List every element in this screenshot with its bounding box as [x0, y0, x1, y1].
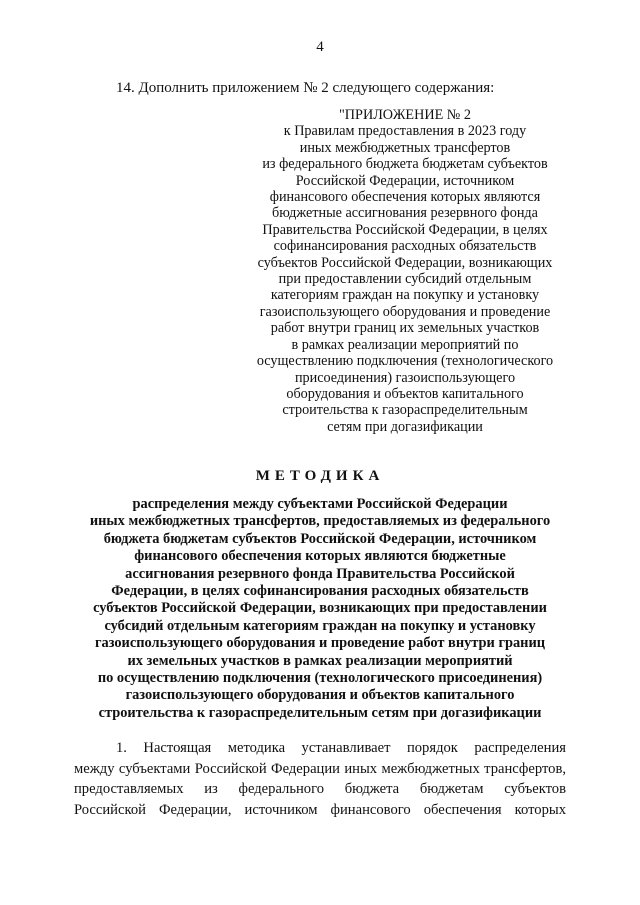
body-line: предоставляемых из федерального бюджета бюджетам субъектов — [74, 781, 566, 797]
appendix-line: иных межбюджетных трансфертов — [299, 139, 511, 156]
appendix-line: сетям при догазификации — [327, 418, 483, 435]
page-number: 4 — [316, 39, 324, 55]
appendix-line: категориям граждан на покупку и установку — [270, 287, 540, 304]
appendix-line: работ внутри границ их земельных участков — [270, 320, 540, 337]
appendix-line: в рамках реализации мероприятий по — [291, 336, 519, 353]
method-subtitle-line: газоиспользующего оборудования и проведение работ внутри границ — [94, 635, 546, 652]
method-subtitle-line: иных межбюджетных трансфертов, предоставляемых из федерального — [89, 513, 551, 530]
method-subtitle-line: ассигнования резервного фонда Правительства Российской — [125, 565, 515, 582]
method-subtitle — [60, 496, 580, 722]
appendix-line: присоединения) газоиспользующего — [294, 369, 516, 386]
method-subtitle-line: финансового обеспечения которых являются бюджетные — [134, 548, 506, 565]
appendix-line: "ПРИЛОЖЕНИЕ № 2 — [339, 107, 471, 123]
appendix-line: финансового обеспечения которых являются — [269, 189, 541, 206]
amendment-paragraph: 14. Дополнить приложением № 2 следующего содержания: — [116, 80, 495, 96]
appendix-line: осуществлению подключения (технологического — [256, 353, 554, 370]
appendix-line: Российской Федерации, источником — [295, 172, 515, 189]
appendix-line: газоиспользующего оборудования и проведение — [259, 303, 551, 320]
body-line: между субъектами Российской Федерации иных межбюджетных трансфертов, — [74, 760, 566, 777]
appendix-line: бюджетные ассигнования резервного фонда — [272, 205, 538, 222]
appendix-line: софинансирования расходных обязательств — [273, 238, 537, 255]
method-subtitle-line: по осуществлению подключения (технологического присоединения) — [97, 670, 543, 687]
body-line: 1. Настоящая методика устанавливает порядок распределения — [116, 740, 566, 756]
method-subtitle-line: строительства к газораспределительным сетям при догазификации — [98, 704, 542, 721]
appendix-line: из федерального бюджета бюджетам субъектов — [262, 156, 548, 173]
method-title: МЕТОДИКА — [255, 468, 385, 484]
appendix-line: оборудования и объектов капитального — [286, 385, 524, 402]
method-subtitle-line: субсидий отдельным категориям граждан на покупку и установку — [104, 617, 536, 634]
method-subtitle-line: их земельных участков в рамках реализации мероприятий — [127, 652, 513, 669]
method-subtitle-line: субъектов Российской Федерации, возникающих при предоставлении — [93, 600, 547, 617]
appendix-line: строительства к газораспределительным — [282, 402, 528, 419]
method-subtitle-line: газоиспользующего оборудования и объектов капитального — [125, 687, 515, 704]
appendix-line: к Правилам предоставления в 2023 году — [283, 123, 527, 140]
method-subtitle-line: бюджета бюджетам субъектов Российской Федерации, источником — [103, 530, 537, 547]
appendix-line: Правительства Российской Федерации, в целях — [262, 221, 548, 238]
body-line: Российской Федерации, источником финансового обеспечения которых — [74, 801, 566, 818]
method-subtitle-line: распределения между субъектами Российской Федерации — [132, 496, 508, 512]
appendix-line: при предоставлении субсидий отдельным — [278, 271, 532, 288]
appendix-heading-block — [230, 107, 580, 435]
body-paragraph — [74, 738, 566, 820]
appendix-line: субъектов Российской Федерации, возникающих — [257, 254, 553, 271]
method-subtitle-line: Федерации, в целях софинансирования расходных обязательств — [111, 583, 529, 600]
